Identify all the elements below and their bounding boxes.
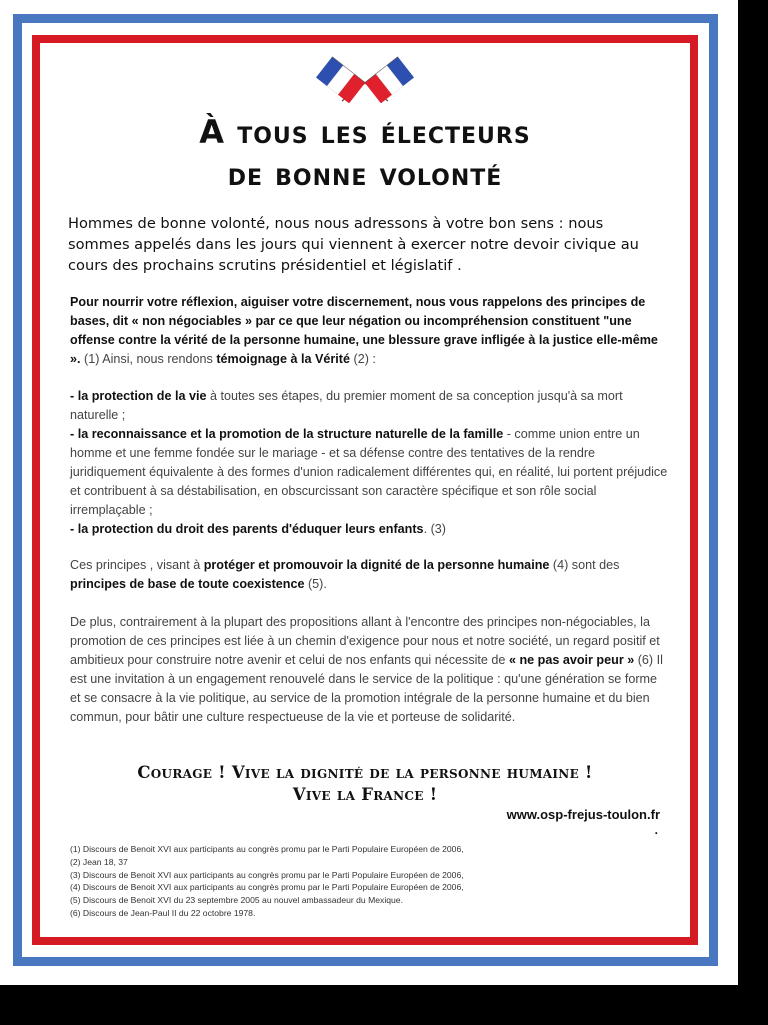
- page-title-line-2: de bonne volonté: [227, 155, 503, 193]
- list-item-2-bold: - la reconnaissance et la promotion de la structure naturelle de la famille: [70, 427, 504, 441]
- principles-end-text: (2) :: [350, 352, 376, 366]
- list-item: [70, 520, 670, 539]
- engagement-paragraph: [70, 613, 670, 727]
- engagement-bold: « ne pas avoir peur »: [508, 653, 635, 667]
- principles-bold-text: Pour nourrir votre réflexion, aiguiser votre discernement, nous vous rappelons des principes de bases, dit « non négociables » par ce que leur négation ou incompréhension constituent "une offense contre la vérité de la personne humaine, une blessure grave infligée à la justice elle-même ».: [70, 295, 658, 366]
- dignity-text-3: (5).: [304, 577, 327, 591]
- trailing-dot: .: [654, 823, 658, 837]
- list-item-3-bold: - la protection du droit des parents d'éduquer leurs enfants: [70, 522, 424, 536]
- closing-line-1: Courage ! Vive la dignité de la personne humaine !: [137, 763, 593, 782]
- dignity-text-1: Ces principes , visant à: [70, 558, 204, 572]
- page-title-line-1: À tous les électeurs: [199, 113, 531, 151]
- principles-paragraph: [70, 293, 670, 369]
- list-item: [70, 425, 670, 520]
- dignity-text-2: (4) sont des: [549, 558, 620, 572]
- intro-paragraph: Hommes de bonne volonté, nous nous adressons à votre bon sens : nous sommes appelés dans les jours qui viennent à exercer notre devoir civique au cours des prochains scrutins présidentiel et législatif .: [68, 215, 639, 274]
- dignity-bold-1: protéger et promouvoir la dignité de la personne humaine: [203, 558, 550, 572]
- principles-list: [70, 387, 670, 539]
- list-item-3-text: . (3): [423, 522, 446, 536]
- dignity-bold-2: principes de base de toute coexistence: [70, 577, 305, 591]
- footnote: (2) Jean 18, 37: [70, 856, 128, 867]
- footnote: (1) Discours de Benoit XVI aux participants au congrès promu par le Parti Populaire Européen de 2006,: [70, 844, 464, 854]
- closing-line-2: Vive la France !: [292, 785, 438, 804]
- list-item-2-text: - comme union entre un homme et une femme fondée sur le mariage - et sa défense contre des tentatives de la rendre juridiquement équivalente à des formes d'union radicalement différentes qui, en réalité, lui portent préjudice et contribuent à sa déstabilisation, en obscurcissant son caractère spécifique et son rôle social irremplaçable ;: [70, 427, 668, 517]
- truth-testimony-text: témoignage à la Vérité: [216, 352, 351, 366]
- footnote: (5) Discours de Benoit XVI du 23 septembre 2005 au nouvel ambassadeur du Mexique.: [70, 895, 403, 906]
- list-item: [70, 387, 670, 425]
- website-url[interactable]: www.osp-frejus-toulon.fr: [506, 807, 660, 822]
- crossed-french-flags-icon: [310, 51, 420, 103]
- list-item-1-bold: - la protection de la vie: [70, 389, 207, 403]
- footnote: (3) Discours de Benoit XVI aux participants au congrès promu par le Parti Populaire Européen de 2006,: [70, 869, 464, 880]
- engagement-text-2: (6) Il est une invitation à un engagement renouvelé dans le service de la politique : qu'une génération se forme et se consacre à la vie politique, au service de la promotion intégrale de la personne humaine et du bien commun, pour bâtir une culture respectueuse de la vie et porteuse de solidarité.: [70, 653, 663, 724]
- dignity-paragraph: [70, 556, 670, 594]
- footnotes: [70, 843, 670, 920]
- footnote: (6) Discours de Jean-Paul II du 22 octobre 1978.: [70, 907, 256, 918]
- poster-content: [40, 43, 690, 937]
- principles-text: (1) Ainsi, nous rendons: [80, 352, 217, 366]
- engagement-text-1: De plus, contrairement à la plupart des propositions allant à l'encontre des principes non-négociables, la promotion de ces principes est liée à un chemin d'exigence pour nous et notre société, un regard positif et ambitieux pour construire notre avenir et celui de nos enfants qui nécessite de: [70, 615, 660, 667]
- footnote: (4) Discours de Benoit XVI aux participants au congrès promu par le Parti Populaire Européen de 2006,: [70, 882, 464, 893]
- list-item-1-text: à toutes ses étapes, du premier moment de sa conception jusqu'à sa mort naturelle ;: [70, 389, 623, 422]
